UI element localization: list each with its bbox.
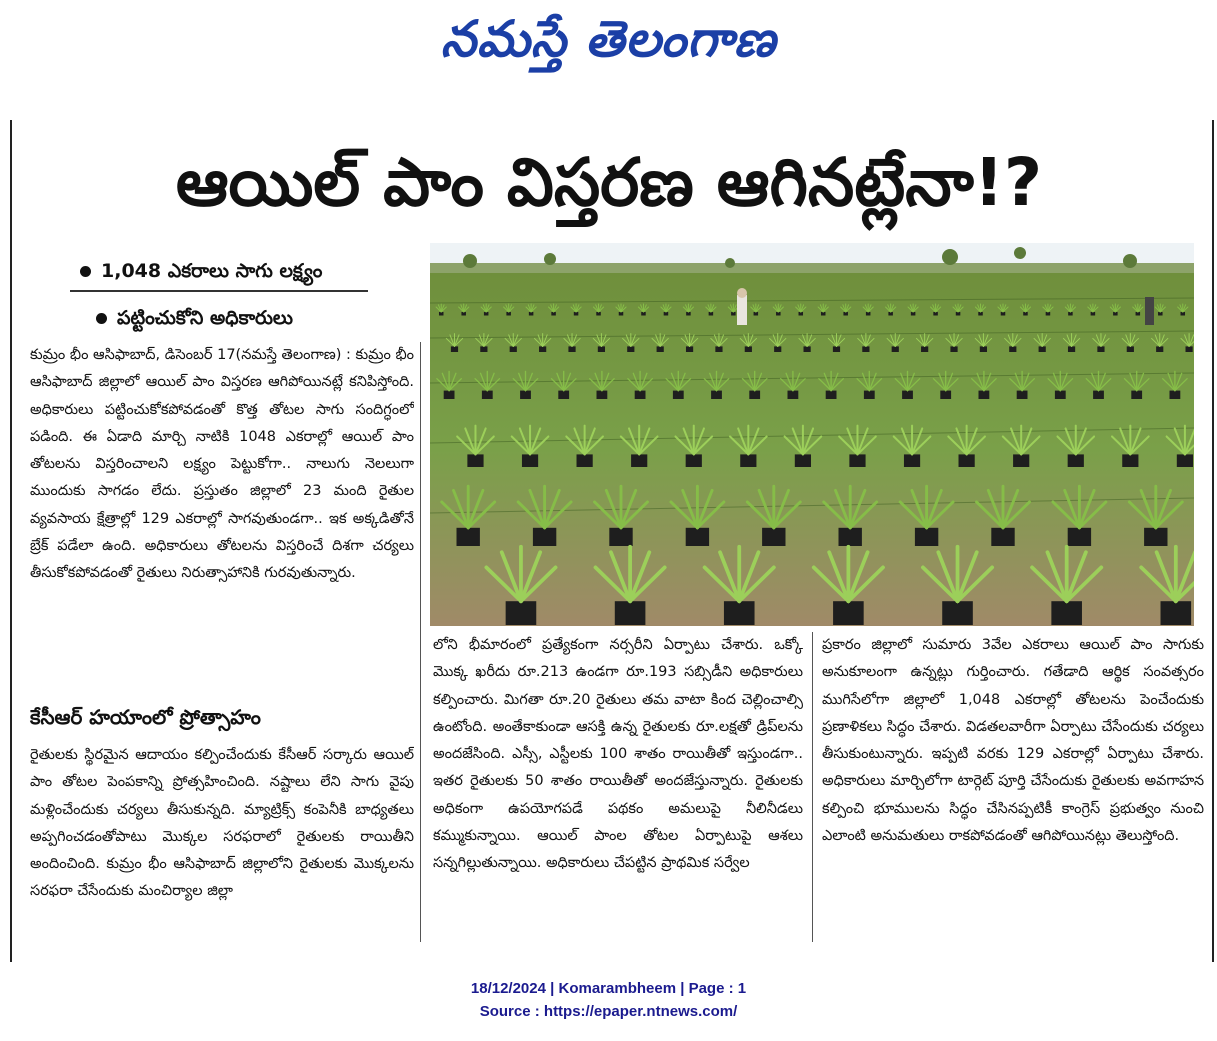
article-subheading: కేసీఆర్ హయాంలో ప్రోత్సాహం (30, 705, 261, 729)
article-column-2: లోని భీమారంలో ప్రత్యేకంగా నర్సరీని ఏర్పాటు చేశారు. ఒక్కో మొక్క ఖరీదు రూ.213 ఉండగా రూ.193 సబ్సిడీని అధికారులు కల్పించారు. మిగతా రూ.20 రైతులు తమ వాటా కింద చెల్లించాల్సి ఉంటోంది. అంతేకాకుండా ఆసక్తి ఉన్న రైతులకు రూ.లక్షతో డ్రిప్‌లను అందజేసింది. ఎస్సీ, ఎస్టీలకు 100 శాతం రాయితీతో ఇస్తుండగా.. ఇతర రైతులకు 50 శాతం రాయితీతో అందజేస్తున్నారు. రైతులకు అధికంగా ఉపయోగపడే పథకం అమలుపై నీలినీడలు కమ్ముకున్నాయి. ఆయిల్ పాంల తోటల ఏర్పాటుపై ఆశలు సన్నగిల్లుతున్నాయి. అధికారులు చేపట్టిన ప్రాథమిక సర్వేల (433, 637, 803, 872)
bullet-text-2: పట్టించుకోని అధికారులు (117, 307, 293, 329)
bullet-text-1: 1,048 ఎకరాలు సాగు లక్ష్యం (101, 260, 323, 282)
bullet-dot-icon (80, 266, 91, 277)
bullet-point-1 (80, 258, 322, 284)
bullet-point-2 (96, 305, 293, 331)
newspaper-masthead (0, 4, 1217, 74)
oil-palm-plantation-photo (430, 243, 1194, 626)
article-column-1-intro: కుమ్రం భీం ఆసిఫాబాద్, డిసెంబర్ 17(నమస్తే తెలంగాణ) : కుమ్రం భీం ఆసిఫాబాద్ జిల్లాలో ఆయిల్ పాం విస్తరణ ఆగిపోయినట్లే కనిపిస్తోంది. అధికారులు పట్టించుకోకపోవడంతో కొత్త తోటల సాగు సందిగ్ధంలో పడింది. ఈ ఏడాది మార్చి నాటికి 1048 ఎకరాల్లో ఆయిల్ పాం తోటలను విస్తరించాలని లక్ష్యం పెట్టుకోగా.. నాలుగు నెలలుగా ముందుకు సాగడం లేదు. ప్రస్తుతం జిల్లాలో 23 మంది రైతుల వ్యవసాయ క్షేత్రాల్లో 129 ఎకరాల్లో సాగవుతుండగా.. ఇక అక్కడితోనే బ్రేక్ పడేలా ఉంది. అధికారులు తోటలను విస్తరించే దిశగా చర్యలు తీసుకోకపోవడంతో రైతులు నిరుత్సాహానికి గురవుతున్నారు. (30, 347, 414, 582)
footer-date-edition: 18/12/2024 | Komarambheem | Page : 1 (470, 980, 747, 997)
article-column-3: ప్రకారం జిల్లాలో సుమారు 3వేల ఎకరాలు ఆయిల్ పాం సాగుకు అనుకూలంగా ఉన్నట్లు గుర్తించారు. గతేడాది ఆర్థిక సంవత్సరం ముగిసేలోగా జిల్లాలో 1,048 ఎకరాల్లో తోటలను పెంచేందుకు ప్రణాళికలు సిద్ధం చేశారు. విడతలవారీగా ఏర్పాటు చేసేందుకు చర్యలు తీసుకుంటున్నారు. ఇప్పటి వరకు 129 ఎకరాల్లో ఏర్పాటు చేశారు. అధికారులు మార్చిలోగా టార్గెట్ పూర్తి చేసేందుకు రైతులకు అవగాహన కల్పించి భూములను సిద్ధం చేసినప్పటికీ కాంగ్రెస్ ప్రభుత్వం నుంచి ఎలాంటి అనుమతులు రాకపోవడంతో ఆగిపోయినట్లు తెలుస్తోంది. (822, 637, 1204, 845)
bullet-divider (70, 290, 368, 292)
column-divider (812, 632, 813, 942)
column-divider (420, 342, 421, 942)
footer-source: Source : https://epaper.ntnews.com/ (479, 1003, 738, 1020)
article-column-1-continued: రైతులకు స్థిరమైన ఆదాయం కల్పించేందుకు కేసీఆర్ సర్కారు ఆయిల్ పాం తోటల పెంపకాన్ని ప్రోత్సహించింది. నష్టాలు లేని సాగు వైపు మళ్లించేందుకు చర్యలు తీసుకున్నది. మ్యాట్రిక్స్ కంపెనీకి బాధ్యతలు అప్పగించడంతోపాటు మొక్కల సరఫరాలో రైతులకు రాయితీని అందించింది. కుమ్రం భీం ఆసిఫాబాద్ జిల్లాలోని రైతులకు మొక్కలను సరఫరా చేసేందుకు మంచిర్యాల జిల్లా (30, 747, 414, 900)
article-headline: ఆయిల్ పాం విస్తరణ ఆగినట్లేనా!? (175, 144, 1043, 221)
masthead-title: నమస్తే తెలంగాణ (440, 9, 777, 68)
bullet-dot-icon (96, 313, 107, 324)
